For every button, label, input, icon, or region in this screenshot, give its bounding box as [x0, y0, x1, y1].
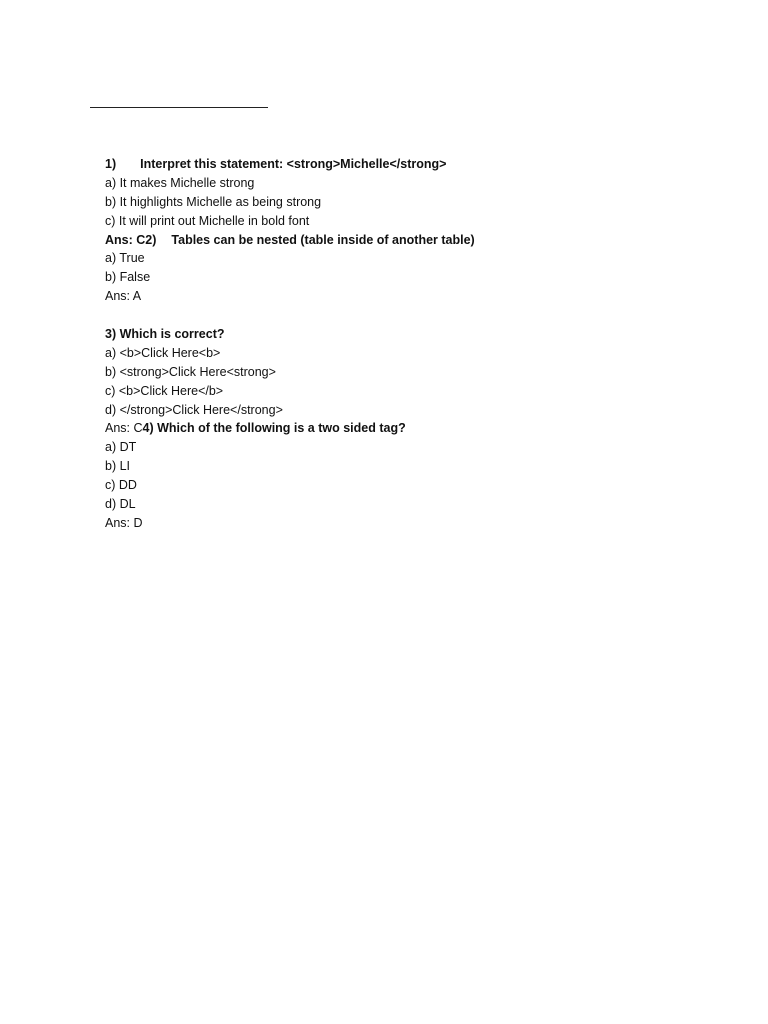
q3-option-a: a) <b>Click Here<b> [105, 345, 221, 360]
q1-number: 1) [105, 157, 117, 171]
q2-option-a: a) True [105, 251, 145, 266]
header-rule [90, 107, 268, 108]
q4-option-d: d) DL [105, 497, 136, 512]
q1-answer-q2-question-line [105, 231, 725, 250]
q3-answer-q4-question-line [105, 419, 725, 438]
q4-option-a: a) DT [105, 440, 137, 455]
q3-question-line [105, 325, 725, 344]
quiz-content [105, 155, 725, 533]
q2-number: 2) [145, 232, 157, 247]
q4-option-b: b) LI [105, 459, 131, 474]
q3-option-b: b) <strong>Click Here<strong> [105, 364, 276, 379]
q3-answer: Ans: C [105, 421, 143, 436]
q4-answer: Ans: D [105, 515, 143, 530]
q2-answer: Ans: A [105, 289, 142, 304]
q2-option-b: b) False [105, 270, 151, 285]
q1-question-line [105, 155, 725, 174]
q4-question: Which of the following is a two sided tag? [157, 421, 406, 436]
q3-number: 3) [105, 327, 117, 342]
q2-question: Tables can be nested (table inside of another table) [171, 232, 475, 247]
q3-question: Which is correct? [119, 327, 225, 342]
blank-line [105, 306, 725, 325]
q3-option-d: d) </strong>Click Here</strong> [105, 402, 283, 417]
q1-option-c: c) It will print out Michelle in bold font [105, 213, 310, 228]
q1-option-b: b) It highlights Michelle as being strong [105, 194, 322, 209]
q3-option-c: c) <b>Click Here</b> [105, 383, 224, 398]
q1-option-a: a) It makes Michelle strong [105, 175, 255, 190]
q1-question: Interpret this statement: <strong>Michelle</strong> [140, 157, 447, 171]
q4-number: 4) [142, 421, 154, 436]
q4-option-c: c) DD [105, 478, 137, 493]
q1-answer: Ans: C [105, 232, 146, 247]
